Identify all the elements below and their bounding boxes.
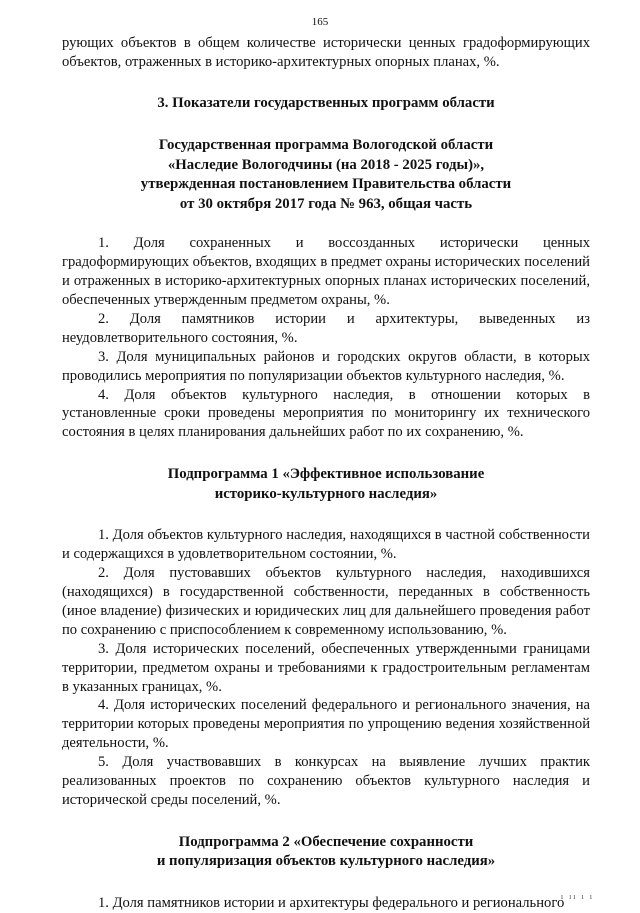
scan-mark: ı ıı ı ı xyxy=(560,892,594,901)
page-content xyxy=(62,34,590,913)
list-item: 3. Доля исторических поселений, обеспеченных утвержденными границами территории, предметом охраны и требованиями к градостроительным регламентам в указанных границах, %. xyxy=(62,640,590,695)
list-item: 3. Доля муниципальных районов и городских округов области, в которых проводились мероприятия по популяризации объектов культурного наследия, %. xyxy=(62,348,590,384)
list-item: 5. Доля участвовавших в конкурсах на выявление лучших практик реализованных проектов по сохранению объектов культурного наследия и исторической среды поселений, %. xyxy=(62,754,590,808)
list-item: 4. Доля исторических поселений федерального и регионального значения, на территории которых проведены мероприятия по упрощению ведения хозяйственной деятельности, %. xyxy=(62,697,590,752)
subprogram2-heading-line: Подпрограмма 2 «Обеспечение сохранности xyxy=(178,833,474,850)
subprogram1-heading-line: Подпрограмма 1 «Эффективное использование xyxy=(167,466,485,483)
program-heading-line: утвержденная постановлением Правительства области xyxy=(140,176,512,193)
program-items xyxy=(62,234,590,442)
list-item: 1. Доля сохраненных и воссозданных исторически ценных градоформирующих объектов, входящих в предмет охраны исторических поселений и отраженных в историко-архитектурных опорных планах исторических поселений, обеспеченных утвержденным предметом охраны, %. xyxy=(62,235,590,309)
list-item: 2. Доля пустовавших объектов культурного наследия, находившихся (находящихся) в государственной собственности, переданных в собственность (иное владение) физических и юридических лиц для дальнейшего проведения работ по сохранению с приспособлением к современному использованию, %. xyxy=(62,565,590,638)
list-item: 2. Доля памятников истории и архитектуры, выведенных из неудовлетворительного состояния, %. xyxy=(62,310,590,346)
page-number: 165 xyxy=(311,16,329,28)
subprogram1-items xyxy=(62,526,590,810)
list-item: 1. Доля памятников истории и архитектуры федерального и регионального xyxy=(98,894,565,911)
top-paragraph: рующих объектов в общем количестве исторически ценных градоформирующих объектов, отраженных в историко-архитектурных опорных планах, %. xyxy=(62,35,590,70)
subprogram2-heading-line: и популяризация объектов культурного наследия» xyxy=(156,853,496,870)
program-heading-line: от 30 октября 2017 года № 963, общая часть xyxy=(179,195,473,212)
list-item: 1. Доля объектов культурного наследия, находящихся в частной собственности и содержащихся в удовлетворительном состоянии, %. xyxy=(62,527,590,563)
subprogram2-heading xyxy=(62,833,590,872)
subprogram1-heading-line: историко-культурного наследия» xyxy=(214,485,438,502)
section-heading: 3. Показатели государственных программ области xyxy=(157,94,495,111)
program-heading-line: «Наследие Вологодчины (на 2018 - 2025 годы)», xyxy=(167,156,485,173)
list-item: 4. Доля объектов культурного наследия, в отношении которых в установленные сроки проведены мероприятия по мониторингу их технического состояния в целях планирования дальнейших работ по их сохранению, %. xyxy=(62,386,590,441)
program-heading xyxy=(62,136,590,214)
subprogram1-heading xyxy=(62,465,590,504)
program-heading-line: Государственная программа Вологодской области xyxy=(158,137,494,154)
subprogram2-items xyxy=(62,894,590,913)
